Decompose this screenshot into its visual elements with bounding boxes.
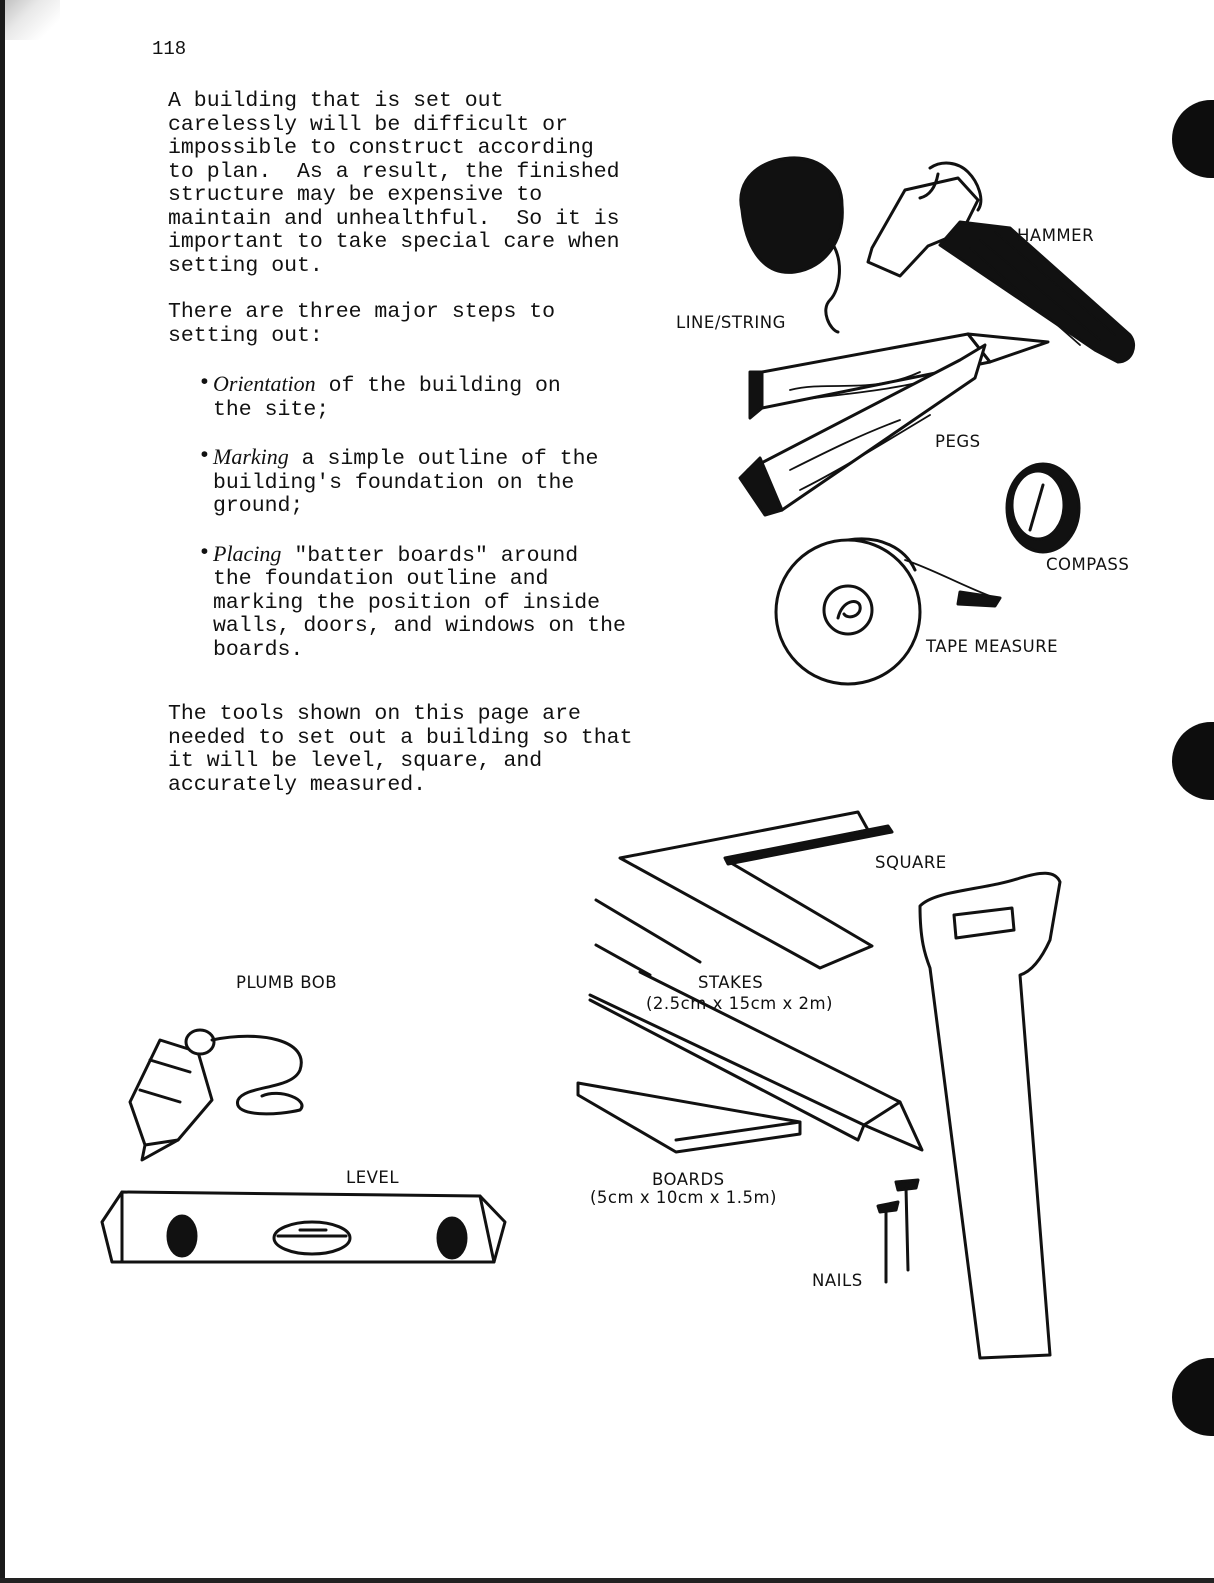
level-label: LEVEL <box>346 1168 400 1187</box>
hammer-icon <box>868 163 1134 362</box>
bullet-icon: • <box>198 444 211 468</box>
step-term: Orientation <box>213 371 316 396</box>
hammer-label: HAMMER <box>1017 226 1095 245</box>
pegs-icon <box>740 334 1048 515</box>
pegs-label: PEGS <box>935 432 981 451</box>
step-text: of the building on the site; <box>213 374 561 422</box>
spirit-level-icon <box>102 1192 505 1262</box>
plumb-bob-icon <box>130 1030 302 1160</box>
tape-measure-icon <box>776 539 1000 684</box>
step-text: a simple outline of the building's foundation on the ground; <box>213 447 599 518</box>
compass-label: COMPASS <box>1046 555 1130 574</box>
string-ball-icon <box>741 158 842 332</box>
tools-paragraph: The tools shown on this page are needed to set out a building so that it will be level, square, and accurately measured. <box>168 702 633 797</box>
plumb-bob-label: PLUMB BOB <box>236 973 338 992</box>
boards-label: BOARDS <box>652 1170 725 1189</box>
stakes-icon <box>590 900 922 1150</box>
steps-intro: There are three major steps to setting out: <box>168 300 556 348</box>
square-icon <box>620 812 892 968</box>
step-term: Placing <box>213 540 282 566</box>
step-term: Marking <box>213 444 289 469</box>
tape-measure-label: TAPE MEASURE <box>926 637 1059 656</box>
intro-paragraph: A building that is set out carelessly will be difficult or impossible to construct according to plan. As a result, the finished structure may be expensive to maintain and unhealthful. So it is important to take special care when setting out. <box>168 89 620 278</box>
page-number: 118 <box>152 38 187 60</box>
nails-label: NAILS <box>812 1271 863 1290</box>
boards-dimensions: (5cm x 10cm x 1.5m) <box>590 1188 777 1207</box>
step-text: "batter boards" around the foundation outline and marking the position of inside walls, doors, and windows on the boards. <box>213 543 626 662</box>
square-label: SQUARE <box>875 853 947 872</box>
stakes-label: STAKES <box>698 973 764 992</box>
bullet-icon: • <box>198 540 211 565</box>
nails-icon <box>878 1180 918 1282</box>
compass-icon <box>1007 464 1079 552</box>
bullet-icon: • <box>198 371 211 395</box>
line-string-label: LINE/STRING <box>676 313 786 332</box>
stakes-dimensions: (2.5cm x 15cm x 2m) <box>646 994 833 1013</box>
saw-icon <box>920 873 1060 1358</box>
